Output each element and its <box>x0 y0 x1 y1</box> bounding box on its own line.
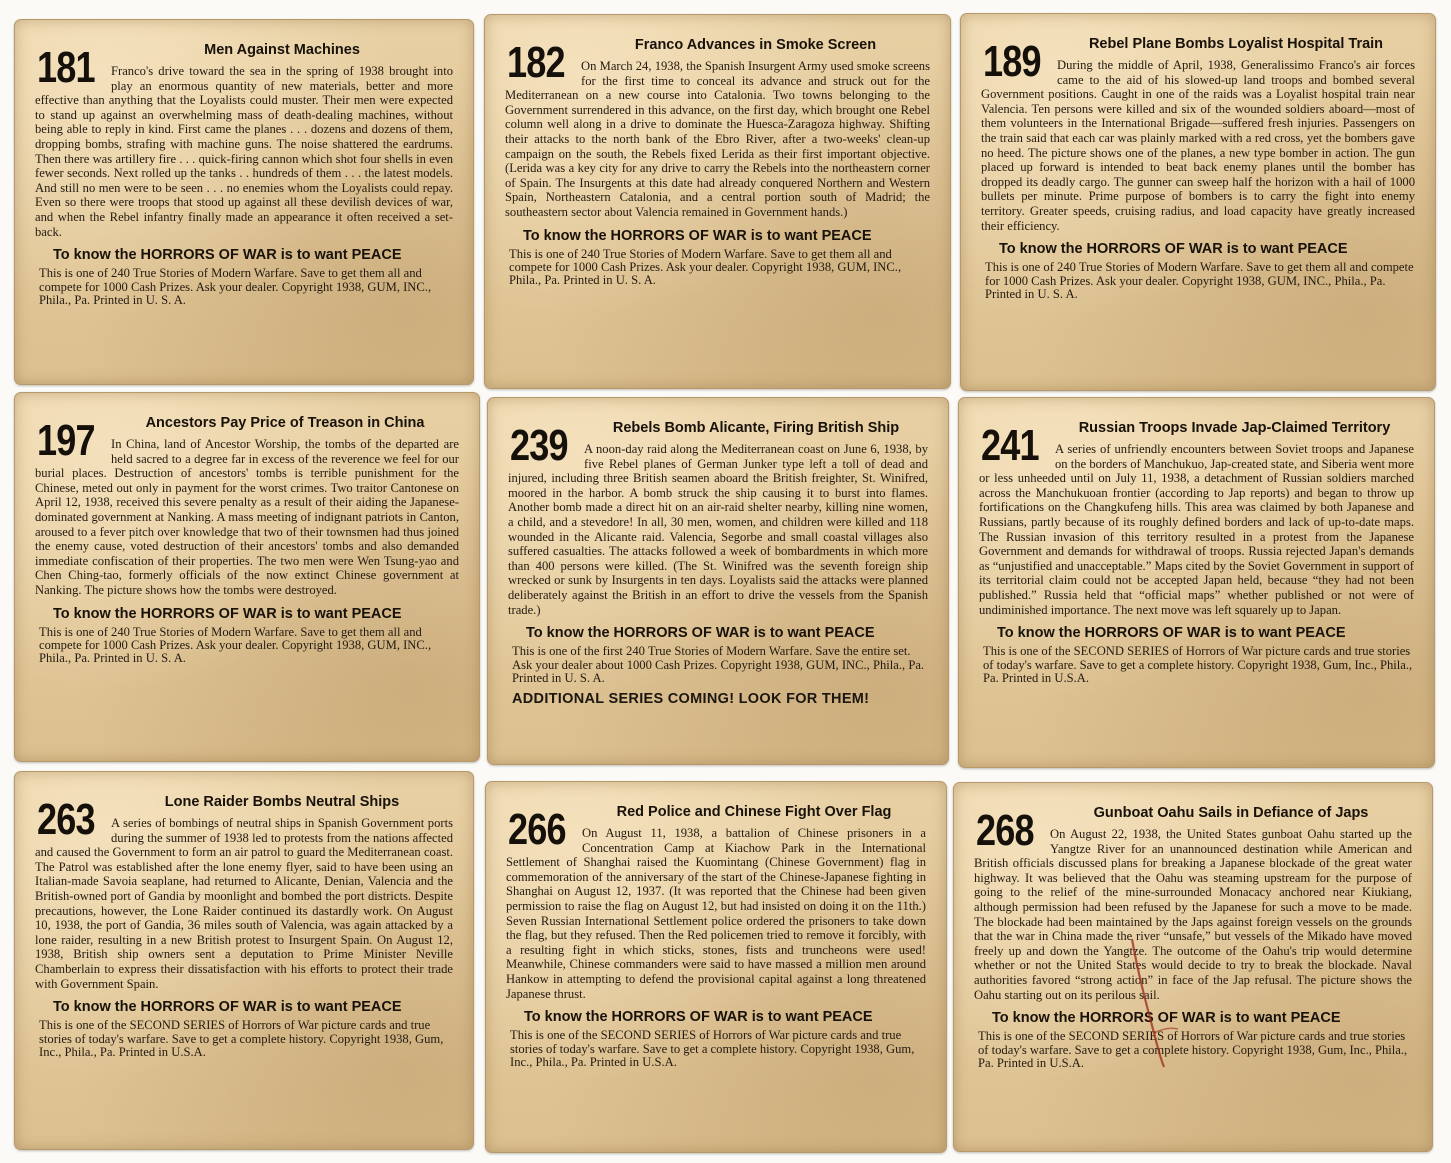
card-title: Rebels Bomb Alicante, Firing British Ship <box>612 420 900 436</box>
card-197 <box>14 392 480 762</box>
card-number: 241 <box>981 421 1039 470</box>
card-slogan: To know the HORRORS OF WAR is to want PEACE <box>997 625 1346 642</box>
card-slogan: To know the HORRORS OF WAR is to want PEACE <box>53 999 402 1016</box>
card-number: 181 <box>37 43 95 92</box>
card-story: During the middle of April, 1938, Generalissimo Franco's air forces came to the aid of his slowed-up land troops and bombed several Government positions. Caught in one of the raids was a Loyalist hospital train near Valencia. Ten persons were killed and six of the wounded soldiers aboard—most of them volunteers in the International Brigade—suffered fresh injuries. Passengers on the train said that each car was plainly marked with a red cross, yet the bombers gave no heed. The picture shows one of the planes, a new type bomber in action. The gun placed up forward is intended to beat back enemy planes until the bomber has dropped its deadly cargo. The gunner can sweep half the horizon with a hail of 1000 bullets per minute. Prime purpose of bombers is to carry the fight into enemy territory. Greater speeds, cruising radius, and load capacity have greatly increased their efficiency. <box>981 58 1415 233</box>
card-title: Men Against Machines <box>204 42 360 58</box>
card-story: In China, land of Ancestor Worship, the tombs of the departed are held sacred to a degree far in excess of the reverence we feel for our burial places. Destruction of ancestors' tombs is terrible punishment for the Chinese, meted out only in payment for the worst crimes. Two traitor Cantonese on April 12, 1938, received this severe penalty as a result of their aiding the Japanese-dominated government at Nanking. A mass meeting of indignant patriots in Canton, aroused to a fever pitch over knowledge that two of their townsmen had thus joined the enemy cause, voted destruction of their ancestors' tombs and also demanded immediate confiscation of their properties. The two men were Wen Tsung-yao and Chen Ching-tao, formerly officials of the now extinct Chinese government at Nanking. The picture shows how the tombs were destroyed. <box>35 437 459 597</box>
card-number: 182 <box>507 38 565 87</box>
card-footer: This is one of the SECOND SERIES of Horrors of War picture cards and true stories of today's warfare. Save to get a complete history. Copyright 1938, Gum, Inc., Phila., Pa. Printed in U.S.A. <box>983 644 1413 685</box>
card-title: Rebel Plane Bombs Loyalist Hospital Train <box>1088 36 1384 52</box>
card-239 <box>487 397 949 765</box>
card-number: 268 <box>976 806 1034 855</box>
card-story: A noon-day raid along the Mediterranean coast on June 6, 1938, by five Rebel planes of German Junker type left a toll of dead and injured, including three British seamen aboard the British freighter, St. Winifred, moored in the harbor. A bomb struck the ship causing it to burst into flames. Another bomb made a direct hit on an air-raid shelter nearby, killing nine women, a child, and a stevedore! In all, 30 men, women, and children were killed and 118 wounded in the Alicante raid. Valencia, Segorbe and small coastal villages also suffered casualties. The attacks followed a week of bombardments in which more than 400 persons were killed. (The St. Winifred was the seventh foreign ship wrecked or sunk by Insurgents in ten days. Loyalists said the attacks were planned deliberately against the British in an effort to drive the vessels from the Spanish trade.) <box>508 442 928 617</box>
card-268 <box>953 782 1433 1152</box>
card-263 <box>14 771 474 1150</box>
card-slogan: To know the HORRORS OF WAR is to want PEACE <box>524 1009 873 1026</box>
card-title: Ancestors Pay Price of Treason in China <box>145 415 425 431</box>
card-number: 239 <box>510 421 568 470</box>
card-footer: This is one of the SECOND SERIES of Horrors of War picture cards and true stories of today's warfare. Save to get a complete history. Copyright 1938, Gum, Inc., Phila., Pa. Printed in U.S.A. <box>978 1029 1408 1070</box>
card-241 <box>958 397 1435 768</box>
card-181 <box>14 19 474 385</box>
card-story: On August 22, 1938, the United States gunboat Oahu started up the Yangtze River for an unannounced destination while American and British officials discussed plans for breaking a Japanese blockade of the great water highway. It was believed that the Oahu was steaming upstream for the purpose of going to the relief of the mine-surrounded Monacacy anchored near Kiukiang, although permission had been refused by the Japanese for such a move to be made. The blockade had been maintained by the Japs against foreign vessels on the grounds that the war in China made the river “unsafe,” but vessels of the Mikado have moved freely up and down the Yangtze. The outcome of the Oahu's trip would determine whether or not the United States would decide to try to break the blockade. Naval authorities favored “strong action” in face of the Jap refusal. The picture shows the Oahu starting out on its perilous sail. <box>974 827 1412 1002</box>
card-slogan: To know the HORRORS OF WAR is to want PEACE <box>523 227 872 244</box>
card-story: A series of bombings of neutral ships in Spanish Government ports during the summer of 1938 led to protests from the nations affected and caused the Government to form an air patrol to guard the Mediterranean coast. The Patrol was established after the lone enemy flyer, said to have been using an Italian-made Savoia seaplane, had returned to Alicante, Denian, Valencia and the British-owned port of Gandia by moonlight and bombed the port districts. Despite precautions, however, the Lone Raider continued its dastardly work. On August 10, 1938, the port of Gandia, 36 miles south of Valencia, was again attacked by a lone raider, resulting in a new British protest to Insurgent Spain. On August 12, 1938, British ship owners sent a deputation to Prime Minister Neville Chamberlain to express their dissatisfaction with his efforts to protect their trade with Government Spain. <box>35 816 453 991</box>
card-title: Franco Advances in Smoke Screen <box>634 37 877 53</box>
card-182 <box>484 14 951 389</box>
card-story: A series of unfriendly encounters between Soviet troops and Japanese on the borders of Manchukuo, Jap-created state, and Siberia went more or less unheeded until on July 11, 1938, a detachment of Russian soldiers marched across the Manchukuoan frontier (according to Jap reports) and began to throw up fortifications on the Changkufeng hills. This area was claimed by both Japanese and Russians, partly because of its roughly defined borders and lack of up-to-date maps. The Russian invasion of this territory resulted in a protest from the Japanese Government and demands for withdrawal of troops. Russia rejected Japan's demands as “unjustified and unacceptable.” Maps cited by the Soviet Government in support of its territorial claim could not be accepted Japan held, because “they had not been published.” Russia held that “official maps” whether published or not were of undiminished importance. The next move was left squarely up to Japan. <box>979 442 1414 617</box>
card-title: Gunboat Oahu Sails in Defiance of Japs <box>1093 805 1369 821</box>
card-title: Russian Troops Invade Jap-Claimed Territory <box>1078 420 1391 436</box>
card-footer: This is one of the SECOND SERIES of Horrors of War picture cards and true stories of today's warfare. Save to get a complete history. Copyright 1938, Gum, Inc., Phila., Pa. Printed in U.S.A. <box>510 1028 915 1069</box>
card-slogan: To know the HORRORS OF WAR is to want PEACE <box>526 625 875 642</box>
card-story: Franco's drive toward the sea in the spring of 1938 brought into play an enormous quantity of new materials, better and more effective than anything that the Loyalists could muster. Their men were expected to stand up against an overwhelming mass of death-dealing machines, without being able to reply in kind. First came the planes . . . dozens and dozens of them, dropping bombs, strafing with machine guns. The noise shattered the eardrums. Then there was artillery fire . . . quick-firing cannon which shot four shells in even fewer seconds. Next rolled up the tanks . . hundreds of them . . . the latest models. And still no men were to be seen . . . no enemies whom the Loyalists could repay. Even so there were troops that stood up against all these devilish devices of war, and when the Rebel infantry finally made an appearance it often received a set-back. <box>35 64 453 239</box>
card-story: On August 11, 1938, a battalion of Chinese prisoners in a Concentration Camp at Kiachow Park in the International Settlement of Shanghai raised the Kuomintang (Chinese Government) flag in commemoration of the anniversary of the start of the Chinese-Japanese fighting in Shanghai on August 12, 1937. (It was reported that the Chinese had been given permission to raise the flag on August 12, but had insisted on doing it on the 11th.) Seven Russian International Settlement police ordered the prisoners to take down the flag, but they refused. Then the Red policemen tried to remove it forcibly, with a resulting fight in which sticks, stones, fists and truncheons were used! Meanwhile, Chinese commanders were said to have massed a million men around Hankow in attempting to defend the provisional capital against a long threatened Japanese thrust. <box>506 826 926 1001</box>
additional-series-notice: ADDITIONAL SERIES COMING! LOOK FOR THEM! <box>512 691 870 708</box>
card-slogan: To know the HORRORS OF WAR is to want PEACE <box>992 1010 1341 1027</box>
card-number: 197 <box>37 416 95 465</box>
card-189 <box>960 13 1436 391</box>
card-number: 266 <box>508 805 566 854</box>
card-number: 263 <box>37 795 95 844</box>
card-title: Lone Raider Bombs Neutral Ships <box>164 794 400 810</box>
card-slogan: To know the HORRORS OF WAR is to want PEACE <box>53 247 402 264</box>
card-footer: This is one of 240 True Stories of Modern Warfare. Save to get them all and compete for 1000 Cash Prizes. Ask your dealer. Copyright 1938, GUM, INC., Phila., Pa. Printed in U. S. A. <box>39 266 432 307</box>
card-slogan: To know the HORRORS OF WAR is to want PEACE <box>53 605 402 622</box>
card-266 <box>485 781 947 1153</box>
card-footer: This is one of 240 True Stories of Modern Warfare. Save to get them all and compete for 1000 Cash Prizes. Ask your dealer. Copyright 1938, GUM, INC., Phila., Pa. Printed in U. S. A. <box>985 260 1414 301</box>
card-footer: This is one of the first 240 True Stories of Modern Warfare. Save the entire set. Ask your dealer about 1000 Cash Prizes. Copyright 1938, GUM, INC., Phila., Pa. Printed in U. S. A. <box>512 644 925 685</box>
card-footer: This is one of 240 True Stories of Modern Warfare. Save to get them all and compete for 1000 Cash Prizes. Ask your dealer. Copyright 1938, GUM, INC., Phila., Pa. Printed in U. S. A. <box>509 246 902 288</box>
card-story: On March 24, 1938, the Spanish Insurgent Army used smoke screens for the first time to conceal its advance and struck out for the Mediterranean on a new course into Catalonia. Two towns belonging to the Government surrendered in this advance, on the first day, which brought one Rebel column well along in a drive to dominate the Huesca-Zaragoza highway. Shifting their attacks to the north bank of the Ebro River, after a two-weeks' clean-up campaign on the south, the Rebels fixed Lerida as their first important objective. (Lerida was a key city for any drive to carry the Rebels into the northeastern corner of Spain. The Insurgents at this date had already conquered Northern and Western Spain, Northeastern Catalonia, and a central portion south of Madrid; the southeastern sector about Valencia remained in Government hands.) <box>505 59 930 219</box>
card-slogan: To know the HORRORS OF WAR is to want PEACE <box>999 241 1348 258</box>
card-footer: This is one of the SECOND SERIES of Horrors of War picture cards and true stories of today's warfare. Save to get a complete history. Copyright 1938, Gum, Inc., Phila., Pa. Printed in U.S.A. <box>39 1018 444 1059</box>
card-number: 189 <box>983 37 1041 86</box>
card-title: Red Police and Chinese Fight Over Flag <box>616 804 892 820</box>
card-footer: This is one of 240 True Stories of Modern Warfare. Save to get them all and compete for 1000 Cash Prizes. Ask your dealer. Copyright 1938, GUM, INC., Phila., Pa. Printed in U. S. A. <box>39 624 432 666</box>
